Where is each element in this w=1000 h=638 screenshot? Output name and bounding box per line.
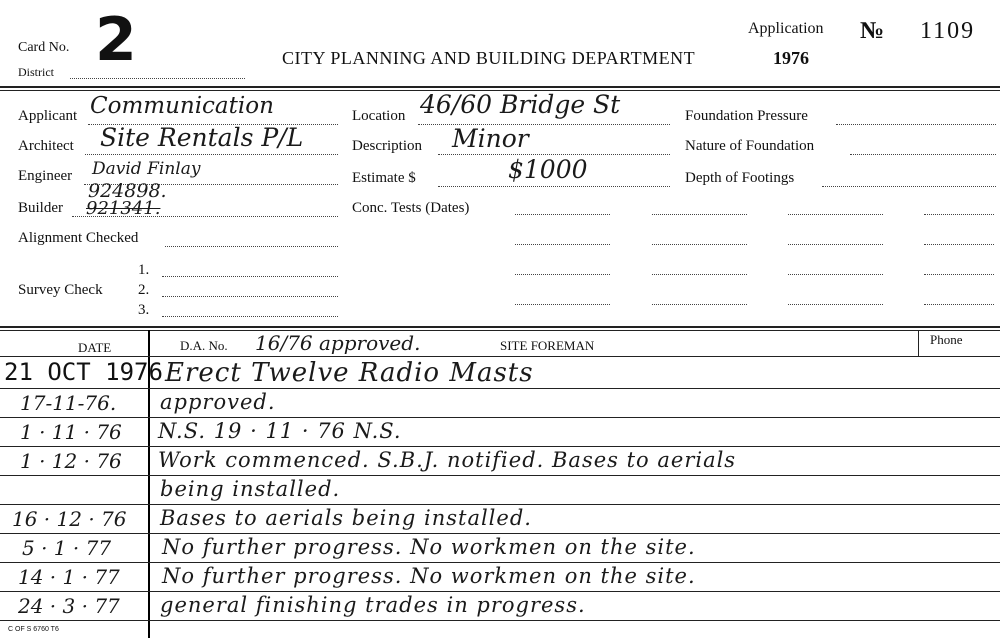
log-entry-2: N.S. 19 · 11 · 76 N.S. (158, 419, 402, 443)
survey-1: 1. (138, 262, 150, 278)
description-value: Minor (452, 124, 529, 153)
applicant-value: Communication (90, 93, 274, 119)
da-label: D.A. No. (180, 338, 228, 353)
log-date-5: 16 · 12 · 76 (12, 507, 127, 531)
engineer-value: David Finlay (92, 159, 201, 179)
architect-label: Architect (18, 138, 74, 154)
log-date-3: 1 · 12 · 76 (20, 449, 122, 473)
builder-value: 921341. (86, 198, 161, 219)
card-number-handwritten: 2 (95, 5, 137, 75)
date-header: DATE (78, 340, 112, 355)
survey-2: 2. (138, 282, 150, 298)
form-code: C OF S 6760 T6 (8, 626, 59, 633)
log-entry-0: Erect Twelve Radio Masts (165, 358, 534, 388)
location-value: 46/60 Bridge St (420, 90, 621, 119)
applicant-label: Applicant (18, 108, 78, 124)
district-label: District (18, 65, 54, 79)
architect-value: Site Rentals P/L (100, 123, 304, 152)
conc-tests-label: Conc. Tests (Dates) (352, 200, 470, 216)
log-date-1: 17-11-76. (20, 391, 117, 415)
log-entry-6: No further progress. No workmen on the site. (162, 535, 696, 559)
location-label: Location (352, 108, 406, 124)
site-foreman-label: SITE FOREMAN (500, 338, 595, 353)
engineer-label: Engineer (18, 168, 73, 184)
log-date-7: 14 · 1 · 77 (18, 565, 120, 589)
description-label: Description (352, 138, 422, 154)
builder-label: Builder (18, 200, 63, 216)
phone-label: Phone (930, 332, 963, 347)
engineer-phone: 924898. (88, 180, 167, 202)
log-entry-1: approved. (160, 390, 276, 414)
depth-footings-label: Depth of Footings (685, 170, 795, 186)
log-entry-3: Work commenced. S.B.J. notified. Bases to aerials (158, 448, 737, 472)
nature-foundation-label: Nature of Foundation (685, 138, 815, 154)
log-entry-7: No further progress. No workmen on the site. (162, 564, 696, 588)
application-year: 1976 (773, 48, 809, 68)
survey-3: 3. (138, 302, 150, 318)
application-label: Application (748, 20, 824, 37)
log-date-2: 1 · 11 · 76 (20, 420, 122, 444)
log-date-8: 24 · 3 · 77 (18, 594, 120, 618)
survey-label: Survey Check (18, 282, 103, 298)
da-value: 16/76 approved. (255, 331, 421, 355)
estimate-value: $1000 (508, 155, 588, 184)
card-no-label: Card No. (18, 40, 70, 55)
department-title: CITY PLANNING AND BUILDING DEPARTMENT (282, 48, 696, 68)
log-entry-4: being installed. (160, 477, 341, 501)
number-symbol: № (860, 18, 885, 44)
log-date-0: 21 OCT 1976 (4, 358, 163, 386)
log-date-6: 5 · 1 · 77 (22, 536, 112, 560)
log-entry-5: Bases to aerials being installed. (160, 506, 532, 530)
alignment-label: Alignment Checked (18, 230, 139, 246)
foundation-pressure-label: Foundation Pressure (685, 108, 808, 124)
log-entry-8: general finishing trades in progress. (160, 593, 586, 617)
estimate-label: Estimate $ (352, 170, 416, 186)
application-number: 1109 (920, 18, 976, 44)
